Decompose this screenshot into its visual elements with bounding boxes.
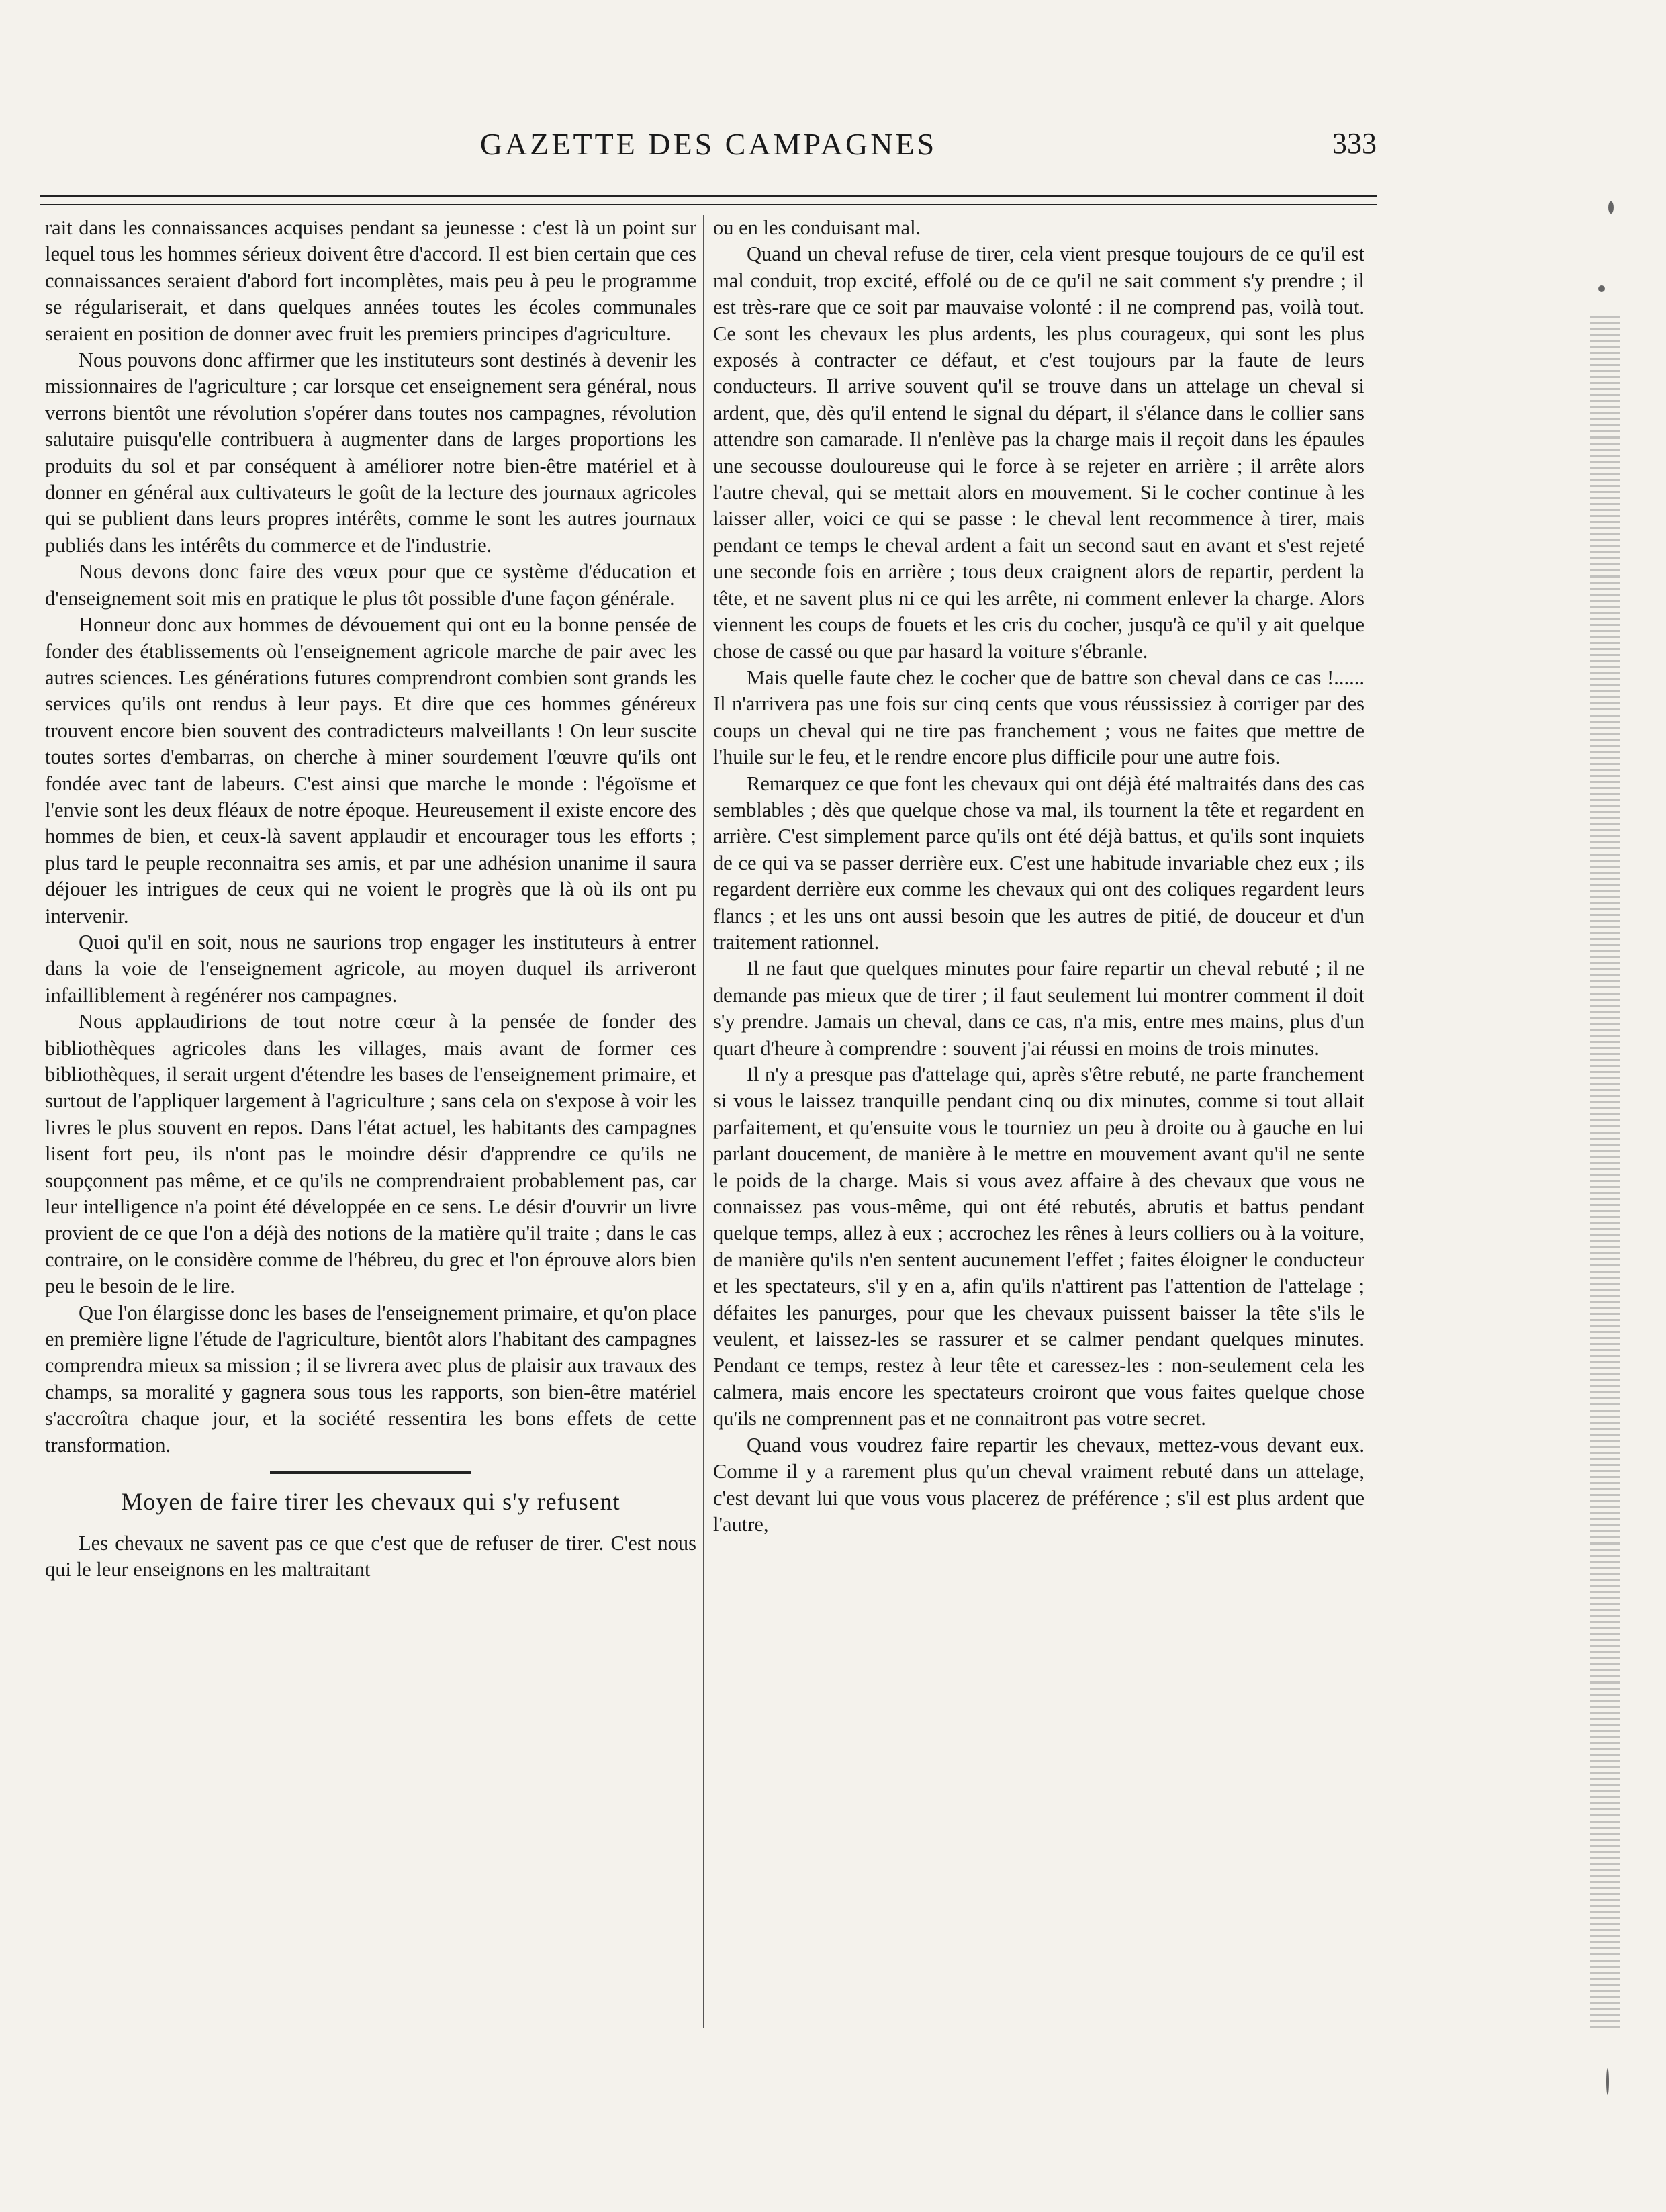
- paragraph: Remarquez ce que font les chevaux qui ont déjà été maltraités dans des cas semblables ; dès que quelque chose va mal, ils tournent la tête et regardent en arrière. C'est simplement parce qu'ils ont été déjà battus, et qu'ils sont inquiets de ce qui va se passer derrière eux. C'est une habitude invariable chez eux ; ils regardent derrière eux comme les chevaux qui ont des coliques regardent leurs flancs ; et les uns ont aussi besoin que les autres de pitié, de douceur et d'un traitement rationnel.: [713, 772, 1364, 954]
- right-column: [713, 215, 1364, 1538]
- column-divider: [703, 215, 704, 2028]
- paragraph: Il n'y a presque pas d'attelage qui, après s'être rebuté, ne parte franchement si vous le laissez tranquille pendant cinq ou dix minutes, comme si tout allait parfaitement, et qu'ensuite vous le tourniez un peu à droite ou à gauche en lui parlant doucement, de manière à le mettre en mouvement avant qu'il ne sente le poids de la charge. Mais si vous avez affaire à des chevaux que vous ne connaissez pas vous-même, qui ont été rebutés, abrutis et battus pendant quelque temps, allez à eux ; accrochez les rênes à leurs colliers ou à la voiture, de manière qu'ils n'en sentent aucunement l'effet ; faites éloigner le conducteur et les spectateurs, s'il y en a, afin qu'ils n'attirent pas l'attention de l'attelage ; défaites les panurges, pour que les chevaux puissent baisser la tête s'ils le veulent, et laissez-les se rassurer et se calmer pendant quelques minutes. Pendant ce temps, restez à leur tête et caressez-les : non-seulement cela les calmera, mais encore les spectateurs croiront que vous faites quelque chose qu'ils ne comprennent pas et ne connaitront pas votre secret.: [713, 1063, 1364, 1430]
- paragraph: Quand un cheval refuse de tirer, cela vient presque toujours de ce qu'il est mal conduit, trop excité, effolé ou de ce qu'il ne sait comment s'y prendre ; il est très-rare que ce soit par mauvaise volonté : il ne comprend pas, voilà tout. Ce sont les chevaux les plus ardents, les plus courageux, qui sont les plus exposés à contracter ce défaut, et c'est toujours par la faute de leurs conducteurs. Il arrive souvent qu'il se trouve dans un attelage un cheval si ardent, que, dès qu'il entend le signal du départ, il s'élance dans le collier sans attendre son camarade. Il n'enlève pas la charge mais il reçoit dans les épaules une secousse douloureuse qui le force à se rejeter en arrière ; il arrête alors l'autre cheval, qui se mettait alors en mouvement. Si le cocher continue à les laisser aller, voici ce qui se passe : le cheval lent recommence à tirer, mais pendant ce temps le cheval ardent a fait un second saut en avant et s'est rejeté une seconde fois en arrière ; tous deux craignent alors de repartir, perdent la tête, et ne savent plus ni ce qui les arrête, ni comment enlever la charge. Alors viennent les coups de fouets et les cris du cocher, jusqu'à ce qu'il y ait quelque chose de cassé ou que par hasard la voiture s'ébranle.: [713, 242, 1364, 663]
- paragraph: Les chevaux ne savent pas ce que c'est que de refuser de tirer. C'est nous qui le leur enseignons en les maltraitant: [45, 1531, 696, 1581]
- paragraph: Quand vous voudrez faire repartir les chevaux, mettez-vous devant eux. Comme il y a rarement plus qu'un cheval vraiment rebuté dans un attelage, c'est devant lui que vous vous placerez de préférence ; s'il est plus ardent que l'autre,: [713, 1433, 1364, 1536]
- paragraph: Nous devons donc faire des vœux pour que ce système d'éducation et d'enseignement soit mis en pratique le plus tôt possible d'une façon générale.: [45, 560, 696, 610]
- scan-margin-artifact: [1590, 316, 1620, 2028]
- paragraph: Que l'on élargisse donc les bases de l'enseignement primaire, et qu'on place en première ligne l'étude de l'agriculture, bientôt alors l'habitant des campagnes comprendra mieux sa mission ; il se livrera avec plus de plaisir aux travaux des champs, sa moralité y gagnera sous tous les rapports, son bien-être matériel s'accroîtra chaque jour, et la société ressentira les bons effets de cette transformation.: [45, 1301, 696, 1457]
- paragraph: Nous applaudirions de tout notre cœur à la pensée de fonder des bibliothèques agricoles dans les villages, mais avant de former ces bibliothèques, il serait urgent d'étendre les bases de l'enseignement primaire, et surtout de l'appliquer largement à l'agriculture ; sans cela on s'expose à voir les livres le plus souvent en repos. Dans l'état actuel, les habitants des campagnes lisent fort peu, ils n'ont pas le moindre désir d'apprendre ce qu'ils ne soupçonnent pas même, et ce qu'ils ne comprendraient probablement pas, car leur intelligence n'a point été développée en ce sens. Le désir d'ouvrir un livre provient de ce que l'on a déjà des notions de la matière qu'il traite ; dans le cas contraire, on le considère comme de l'hébreu, du grec et l'on éprouve alors bien peu le besoin de le lire.: [45, 1010, 696, 1298]
- paragraph: Nous pouvons donc affirmer que les instituteurs sont destinés à devenir les missionnaires de l'agriculture ; car lorsque cet enseignement sera général, nous verrons bientôt une révolution s'opérer dans toutes nos campagnes, révolution salutaire puisqu'elle contribuera à augmenter dans de larges proportions les produits du sol et par conséquent à améliorer notre bien-être matériel et à donner en général aux cultivateurs le goût de la lecture des journaux agricoles qui se publient dans leurs propres intérêts, comme le sont les autres journaux publiés dans les intérêts du commerce et de l'industrie.: [45, 349, 696, 557]
- page-number: 333: [1332, 127, 1377, 160]
- scan-speck: [1608, 201, 1614, 214]
- page-header: [40, 126, 1377, 167]
- scan-speck: [1606, 2068, 1609, 2095]
- newspaper-title: GAZETTE DES CAMPAGNES: [479, 127, 937, 161]
- paragraph: Il ne faut que quelques minutes pour faire repartir un cheval rebuté ; il ne demande pas mieux que de tirer ; il faut seulement lui montrer comment il doit s'y prendre. Jamais un cheval, dans ce cas, n'a mis, entre mes mains, plus d'un quart d'heure à comprendre : souvent j'ai réussi en moins de trois minutes.: [713, 957, 1364, 1060]
- section-heading: Moyen de faire tirer les chevaux qui s'y refusent: [121, 1488, 620, 1516]
- paragraph: Quoi qu'il en soit, nous ne saurions trop engager les instituteurs à entrer dans la voie de l'enseignement agricole, au moyen duquel ils arriveront infailliblement à regénérer nos campagnes.: [45, 930, 696, 1007]
- header-rule: [40, 195, 1377, 205]
- left-column: [45, 215, 696, 1583]
- paragraph: Mais quelle faute chez le cocher que de battre son cheval dans ce cas !...... Il n'arrivera pas une fois sur cinq cents que vous réussissiez à corriger par des coups un cheval qui ne tire pas franchement ; vous ne faites que mettre de l'huile sur le feu, et le rendre encore plus difficile pour une autre fois.: [713, 665, 1364, 769]
- paragraph: ou en les conduisant mal.: [713, 216, 921, 239]
- section-divider: [270, 1471, 471, 1474]
- paragraph: Honneur donc aux hommes de dévouement qui ont eu la bonne pensée de fonder des établissements où l'enseignement agricole marche de pair avec les autres sciences. Les générations futures comprendront combien sont grands les services qu'ils ont rendus à leur pays. Et dire que ces hommes généreux trouvent encore bien souvent des contradicteurs malveillants ! On leur suscite toutes sortes d'embarras, on cherche à miner sourdement l'œuvre qu'ils ont fondée avec tant de labeurs. C'est ainsi que marche le monde : l'égoïsme et l'envie sont les deux fléaux de notre époque. Heureusement il existe encore des hommes de bien, et ceux-là savent applaudir et encourager tous les efforts ; plus tard le peuple reconnaitra ses amis, et par une adhésion unanime il saura déjouer les intrigues de ceux qui ne voient le progrès que là où ils ont pu intervenir.: [45, 613, 696, 927]
- scan-speck: [1598, 285, 1605, 292]
- paragraph: rait dans les connaissances acquises pendant sa jeunesse : c'est là un point sur lequel tous les hommes sérieux doivent être d'accord. Il est bien certain que ces connaissances seraient d'abord fort incomplètes, mais peu à peu le programme se régulariserait, et dans quelques années toutes les écoles communales seraient en position de donner avec fruit les premiers principes d'agriculture.: [45, 216, 696, 345]
